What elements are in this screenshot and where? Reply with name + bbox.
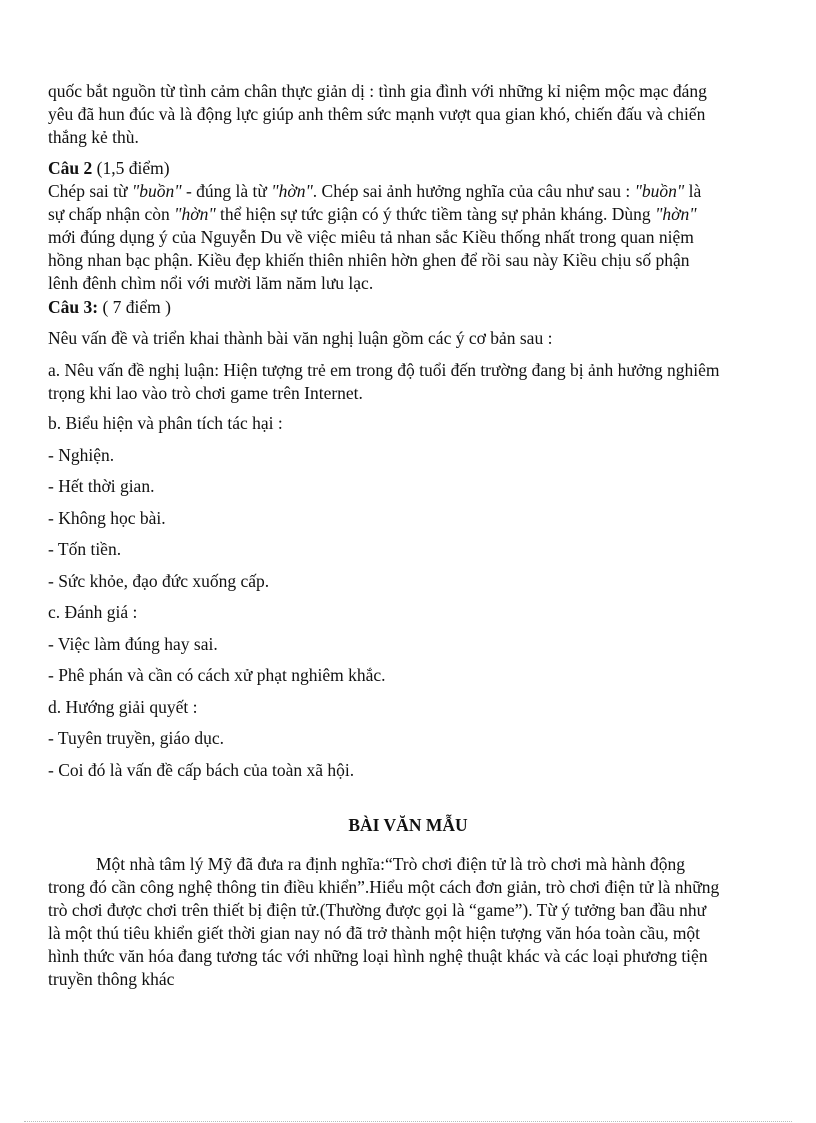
quoted-word: "buồn" xyxy=(634,181,685,201)
cau2-heading-points: (1,5 điểm) xyxy=(92,158,170,178)
list-item: - Tuyên truyền, giáo dục. xyxy=(48,728,224,748)
text-run: - đúng là từ xyxy=(181,181,272,201)
paragraph-line: trong đó cần công nghệ thông tin điều khiển”.Hiểu một cách đơn giản, trò chơi điện tử là những xyxy=(48,877,720,897)
paragraph-line: thắng kẻ thù. xyxy=(48,127,139,147)
quoted-word: "buồn" xyxy=(131,181,182,201)
cau2-heading xyxy=(48,157,768,180)
list-item: - Hết thời gian. xyxy=(48,476,155,496)
cau2-line-3: mới đúng dụng ý của Nguyễn Du về việc miêu tả nhan sắc Kiều thống nhất trong quan niệm xyxy=(48,227,694,247)
paragraph-line: Một nhà tâm lý Mỹ đã đưa ra định nghĩa:“Trò chơi điện tử là trò chơi mà hành động xyxy=(96,854,685,874)
cau2-section xyxy=(48,157,768,295)
paragraph-line: truyền thông khác xyxy=(48,969,175,989)
list-item: - Coi đó là vấn đề cấp bách của toàn xã hội. xyxy=(48,760,355,780)
quoted-word: "hờn" xyxy=(174,204,216,224)
cau2-line-1 xyxy=(48,180,768,203)
list-item: - Nghiện. xyxy=(48,445,115,465)
paragraph-line: trò chơi được chơi trên thiết bị điện tử.(Thường được gọi là “game”). Từ ý tưởng ban đầu như xyxy=(48,900,707,920)
text-run: Chép sai từ xyxy=(48,181,132,201)
cau3-heading-label: Câu 3: xyxy=(48,297,99,317)
cau3-heading-points: ( 7 điểm ) xyxy=(98,297,171,317)
point-a xyxy=(48,359,768,405)
paragraph-line: là một thú tiêu khiển giết thời gian nay nó đã trở thành một hiện tượng văn hóa toàn cầu, một xyxy=(48,923,701,943)
cau2-line-5: lênh đênh chìm nổi với mười lăm năm lưu lạc. xyxy=(48,273,374,293)
list-item: - Sức khỏe, đạo đức xuống cấp. xyxy=(48,571,270,591)
cau2-line-4: hồng nhan bạc phận. Kiều đẹp khiến thiên nhiên hờn ghen để rồi sau này Kiều chịu số phận xyxy=(48,250,690,270)
text-run: thể hiện sự tức giận có ý thức tiềm tàng sự phản kháng. Dùng xyxy=(215,204,656,224)
list-item: - Việc làm đúng hay sai. xyxy=(48,634,218,654)
paragraph-line: yêu đã hun đúc và là động lực giúp anh thêm sức mạnh vượt qua gian khó, chiến đấu và chiến xyxy=(48,104,706,124)
quoted-word: "hờn" xyxy=(271,181,313,201)
cau3-heading xyxy=(48,296,768,319)
page-bottom-divider xyxy=(24,1121,792,1122)
list-item: - Phê phán và cần có cách xử phạt nghiêm khắc. xyxy=(48,665,386,685)
list-item: - Tốn tiền. xyxy=(48,539,122,559)
list-item: - Không học bài. xyxy=(48,508,166,528)
point-a-line: trọng khi lao vào trò chơi game trên Internet. xyxy=(48,383,363,403)
text-run: . Chép sai ảnh hưởng nghĩa của câu như sau : xyxy=(312,181,635,201)
sample-essay-title: BÀI VĂN MẪU xyxy=(348,815,468,835)
cau2-heading-label: Câu 2 xyxy=(48,158,93,178)
text-run: là xyxy=(684,181,702,201)
point-a-line: a. Nêu vấn đề nghị luận: Hiện tượng trẻ em trong độ tuổi đến trường đang bị ảnh hưởng nghiêm xyxy=(48,360,720,380)
point-b-heading: b. Biểu hiện và phân tích tác hại : xyxy=(48,413,283,433)
intro-paragraph xyxy=(48,80,768,149)
paragraph-line: hình thức văn hóa đang tương tác với những loại hình nghệ thuật khác và các loại phương tiện xyxy=(48,946,708,966)
paragraph-line: quốc bắt nguồn từ tình cảm chân thực giản dị : tình gia đình với những kỉ niệm mộc mạc đáng xyxy=(48,81,707,101)
cau2-line-2 xyxy=(48,203,768,226)
point-c-heading: c. Đánh giá : xyxy=(48,602,138,622)
text-run: sự chấp nhận còn xyxy=(48,204,175,224)
point-d-heading: d. Hướng giải quyết : xyxy=(48,697,198,717)
cau3-intro: Nêu vấn đề và triển khai thành bài văn nghị luận gồm các ý cơ bản sau : xyxy=(48,328,553,348)
sample-essay-paragraph xyxy=(48,853,768,991)
quoted-word: "hờn" xyxy=(655,204,697,224)
